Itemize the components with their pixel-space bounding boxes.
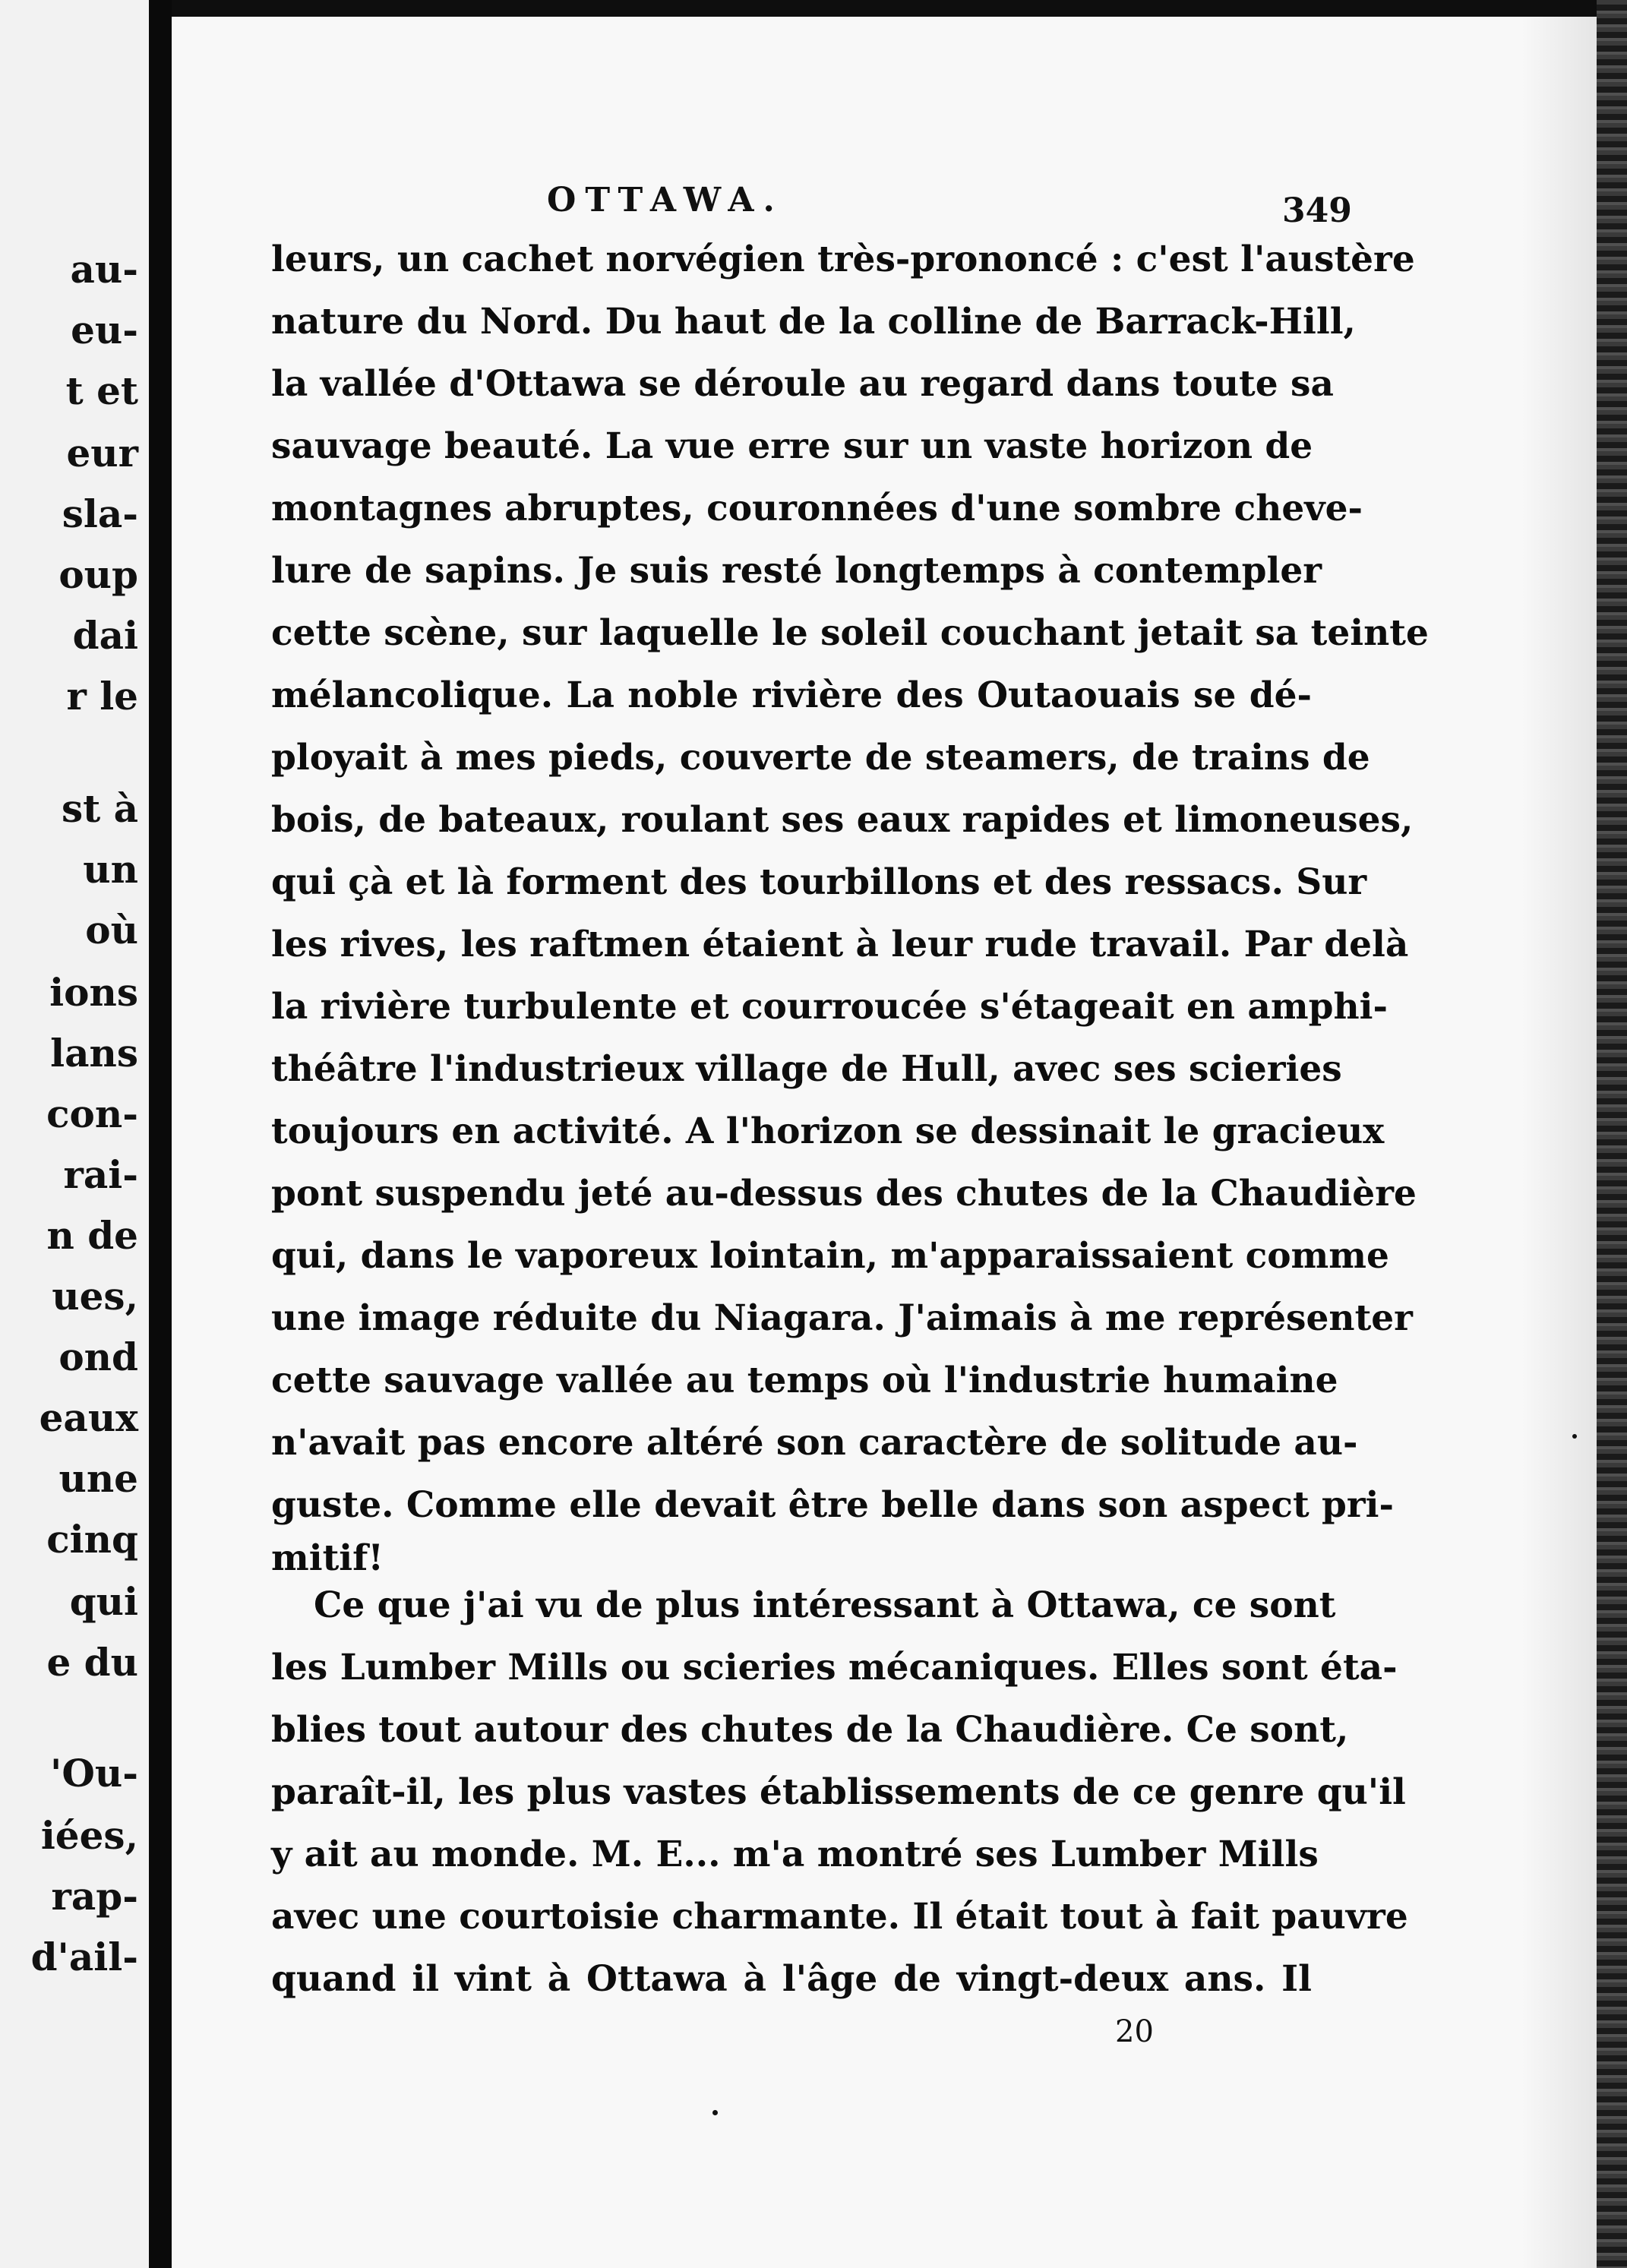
text-line: mélancolique. La noble rivière des Outaouais se dé- bbox=[271, 674, 1312, 716]
left-line: 'Ou- bbox=[50, 1751, 138, 1796]
left-line: au- bbox=[70, 247, 138, 292]
text-line: guste. Comme elle devait être belle dans son aspect pri- bbox=[271, 1484, 1395, 1526]
text-line: qui, dans le vaporeux lointain, m'apparaissaient comme bbox=[271, 1235, 1389, 1277]
text-line: théâtre l'industrieux village de Hull, avec ses scieries bbox=[271, 1048, 1342, 1090]
left-page-fragment bbox=[0, 0, 149, 2268]
left-line: n de bbox=[46, 1213, 138, 1258]
left-line: eur bbox=[66, 431, 138, 475]
signature-mark: 20 bbox=[1115, 2014, 1154, 2049]
left-line: con- bbox=[46, 1091, 138, 1136]
text-line: lure de sapins. Je suis resté longtemps à contempler bbox=[271, 550, 1322, 592]
text-line: les rives, les raftmen étaient à leur rude travail. Par delà bbox=[271, 924, 1409, 965]
left-line: rai- bbox=[63, 1152, 138, 1197]
left-line: d'ail- bbox=[30, 1935, 138, 1979]
left-line: qui bbox=[69, 1579, 138, 1624]
book-gutter bbox=[149, 0, 172, 2268]
left-line: t et bbox=[65, 368, 138, 413]
text-line: nature du Nord. Du haut de la colline de Barrack-Hill, bbox=[271, 301, 1356, 343]
left-line: st à bbox=[61, 786, 138, 831]
page-stack-edge bbox=[1597, 0, 1627, 2268]
text-line: la vallée d'Ottawa se déroule au regard dans toute sa bbox=[271, 363, 1334, 405]
left-line: eu- bbox=[71, 308, 138, 352]
left-line: iées, bbox=[40, 1813, 138, 1858]
text-line: montagnes abruptes, couronnées d'une sombre cheve- bbox=[271, 488, 1363, 529]
text-line: blies tout autour des chutes de la Chaudière. Ce sont, bbox=[271, 1709, 1349, 1751]
ink-speck bbox=[712, 2110, 718, 2115]
left-line: sla- bbox=[62, 491, 138, 536]
text-line: sauvage beauté. La vue erre sur un vaste horizon de bbox=[271, 425, 1313, 467]
text-line: bois, de bateaux, roulant ses eaux rapides et limoneuses, bbox=[271, 799, 1414, 841]
left-line: cinq bbox=[46, 1517, 138, 1562]
left-line: r le bbox=[66, 674, 138, 719]
left-line: où bbox=[85, 908, 138, 952]
page-number: 349 bbox=[1282, 191, 1352, 230]
text-line: Ce que j'ai vu de plus intéressant à Ottawa, ce sont bbox=[314, 1584, 1336, 1626]
text-line: quand il vint à Ottawa à l'âge de vingt-deux ans. Il bbox=[271, 1958, 1312, 2000]
ink-speck bbox=[1572, 1434, 1577, 1439]
left-line: ond bbox=[58, 1335, 138, 1379]
left-line: une bbox=[58, 1456, 138, 1501]
text-line: leurs, un cachet norvégien très-prononcé : c'est l'austère bbox=[271, 238, 1415, 280]
left-line: oup bbox=[58, 552, 138, 597]
text-line: y ait au monde. M. E... m'a montré ses Lumber Mills bbox=[271, 1834, 1319, 1875]
text-line: la rivière turbulente et courroucée s'étageait en amphi- bbox=[271, 986, 1388, 1028]
page-shading bbox=[1521, 17, 1597, 2268]
text-line: ployait à mes pieds, couverte de steamers, de trains de bbox=[271, 737, 1370, 779]
text-line: paraît-il, les plus vastes établissements de ce genre qu'il bbox=[271, 1771, 1406, 1813]
left-line: eaux bbox=[39, 1395, 138, 1440]
text-line: qui çà et là forment des tourbillons et des ressacs. Sur bbox=[271, 861, 1367, 903]
text-line: une image réduite du Niagara. J'aimais à me représenter bbox=[271, 1297, 1413, 1339]
left-line: ions bbox=[49, 970, 138, 1015]
left-line: e du bbox=[46, 1640, 138, 1685]
left-line: dai bbox=[72, 613, 138, 658]
text-line: mitif! bbox=[271, 1537, 384, 1579]
left-line: rap- bbox=[51, 1874, 138, 1919]
text-line: toujours en activité. A l'horizon se dessinait le gracieux bbox=[271, 1110, 1385, 1152]
left-line: un bbox=[83, 847, 138, 892]
running-head: OTTAWA. bbox=[547, 181, 784, 220]
text-line: cette scène, sur laquelle le soleil couchant jetait sa teinte bbox=[271, 612, 1429, 654]
text-line: cette sauvage vallée au temps où l'industrie humaine bbox=[271, 1360, 1338, 1401]
left-line: ues, bbox=[52, 1274, 138, 1319]
text-line: n'avait pas encore altéré son caractère de solitude au- bbox=[271, 1422, 1358, 1464]
text-line: avec une courtoisie charmante. Il était tout à fait pauvre bbox=[271, 1896, 1408, 1938]
text-line: les Lumber Mills ou scieries mécaniques. Elles sont éta- bbox=[271, 1647, 1398, 1688]
text-line: pont suspendu jeté au-dessus des chutes de la Chaudière bbox=[271, 1173, 1417, 1215]
left-line: lans bbox=[50, 1031, 138, 1076]
